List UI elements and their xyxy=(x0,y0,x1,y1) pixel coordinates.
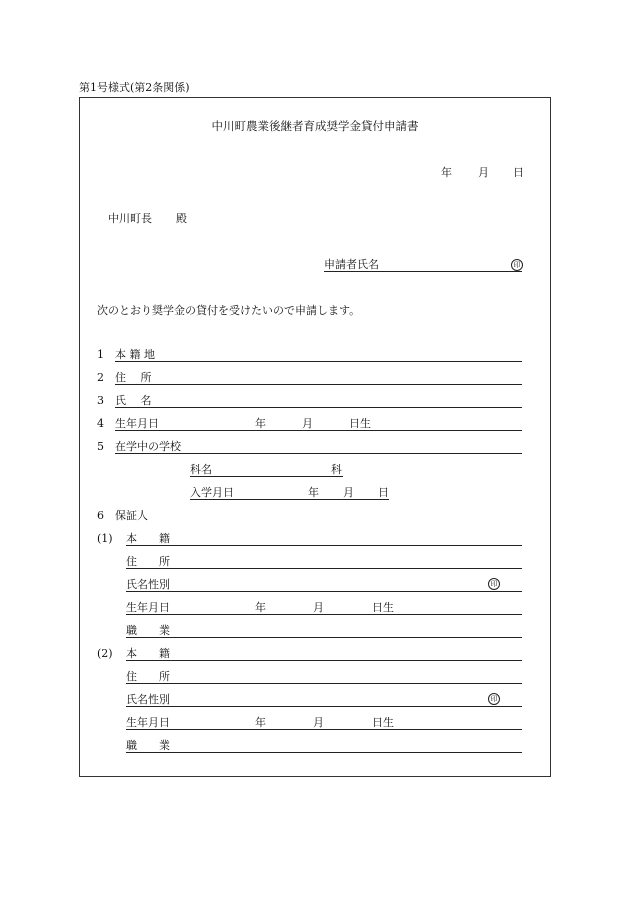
applicant-seal-icon: 印 xyxy=(511,259,523,271)
guarantor-1-birth-year: 年 xyxy=(255,601,266,614)
guarantor-1-jusho-line[interactable] xyxy=(126,568,522,569)
entry-month-label: 月 xyxy=(343,486,354,499)
entry-year-label: 年 xyxy=(308,486,319,499)
item-honseki-label: 本 籍 地 xyxy=(115,348,155,361)
guarantor-1-name-line[interactable] xyxy=(126,591,522,592)
guarantor-2-jusho-line[interactable] xyxy=(126,683,522,684)
guarantor-1-honseki-label: 本 籍 xyxy=(126,532,170,545)
date-month-label: 月 xyxy=(478,166,489,179)
guarantor-2-birth-label: 生年月日 xyxy=(126,716,170,729)
date-year-label: 年 xyxy=(441,166,452,179)
guarantor-2-birth-day: 日生 xyxy=(372,716,394,729)
item-1-number: 1 xyxy=(97,348,104,361)
honseki-line[interactable] xyxy=(115,361,522,362)
entry-date-label: 入学月日 xyxy=(190,486,234,499)
form-title: 中川町農業後継者育成奨学金貸付申請書 xyxy=(211,119,419,133)
item-birth-label: 生年月日 xyxy=(115,417,159,430)
guarantor-2-birth-month: 月 xyxy=(313,716,324,729)
guarantor-2-birth-year: 年 xyxy=(255,716,266,729)
item-5-number: 5 xyxy=(97,440,104,453)
item-jusho-label: 住 所 xyxy=(115,371,152,384)
guarantor-1-seal-icon: 印 xyxy=(488,578,500,590)
course-suffix: 科 xyxy=(331,463,342,476)
guarantor-2-name-line[interactable] xyxy=(126,706,522,707)
jusho-line[interactable] xyxy=(115,384,522,385)
guarantor-1-birth-month: 月 xyxy=(313,601,324,614)
birth-line[interactable] xyxy=(115,430,522,431)
course-line[interactable] xyxy=(190,476,343,477)
guarantor-1-name-label: 氏名性別 xyxy=(126,578,170,591)
guarantor-1-index: (1) xyxy=(97,532,113,545)
date-day-label: 日 xyxy=(513,166,524,179)
guarantor-2-honseki-label: 本 籍 xyxy=(126,647,170,660)
guarantor-2-birth-line[interactable] xyxy=(126,729,522,730)
guarantor-1-honseki-line[interactable] xyxy=(126,545,522,546)
guarantor-1-birth-label: 生年月日 xyxy=(126,601,170,614)
guarantor-2-seal-icon: 印 xyxy=(488,693,500,705)
item-4-number: 4 xyxy=(97,417,104,430)
guarantor-2-name-label: 氏名性別 xyxy=(126,693,170,706)
application-statement: 次のとおり奨学金の貸付を受けたいので申請します。 xyxy=(97,304,361,317)
school-line[interactable] xyxy=(115,453,522,454)
entry-date-line[interactable] xyxy=(190,499,389,500)
item-3-number: 3 xyxy=(97,394,104,407)
shimei-line[interactable] xyxy=(115,407,522,408)
form-number-label: 第1号様式(第2条関係) xyxy=(79,81,190,94)
guarantor-1-birth-day: 日生 xyxy=(372,601,394,614)
guarantor-1-birth-line[interactable] xyxy=(126,614,522,615)
addressee-honorific: 殿 xyxy=(176,212,187,225)
item-shimei-label: 氏 名 xyxy=(115,394,152,407)
guarantor-1-job-label: 職 業 xyxy=(126,624,170,637)
birth-year-label: 年 xyxy=(255,417,266,430)
applicant-name-label: 申請者氏名 xyxy=(324,258,379,271)
addressee-name: 中川町長 xyxy=(108,212,152,225)
guarantor-1-jusho-label: 住 所 xyxy=(126,555,170,568)
guarantor-2-index: (2) xyxy=(97,647,113,660)
entry-day-label: 日 xyxy=(378,486,389,499)
item-6-number: 6 xyxy=(97,509,104,522)
item-guarantor-label: 保証人 xyxy=(115,509,148,522)
guarantor-1-job-line[interactable] xyxy=(126,637,522,638)
item-2-number: 2 xyxy=(97,371,104,384)
birth-month-label: 月 xyxy=(302,417,313,430)
guarantor-2-job-line[interactable] xyxy=(126,752,522,753)
item-school-label: 在学中の学校 xyxy=(115,440,181,453)
guarantor-2-jusho-label: 住 所 xyxy=(126,670,170,683)
course-label: 科名 xyxy=(190,463,212,476)
guarantor-2-job-label: 職 業 xyxy=(126,739,170,752)
guarantor-2-honseki-line[interactable] xyxy=(126,660,522,661)
applicant-name-line[interactable] xyxy=(324,271,522,272)
birth-day-label: 日生 xyxy=(349,417,371,430)
